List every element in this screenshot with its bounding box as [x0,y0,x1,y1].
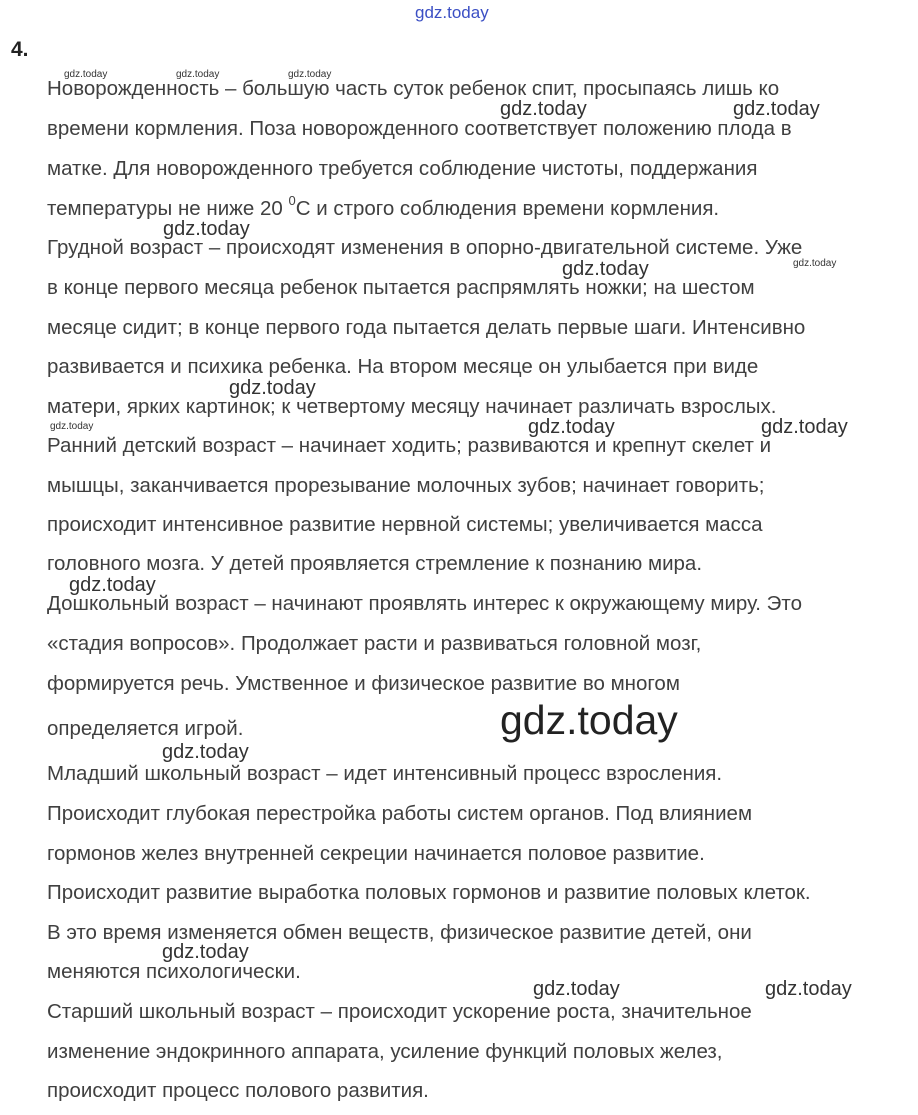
text-line: Младший школьный возраст – идет интенсивный процесс взросления. [47,762,723,785]
watermark: gdz.today [733,98,820,120]
watermark: gdz.today [793,258,837,269]
text-line: развивается и психика ребенка. На втором месяце он улыбается при виде [47,355,759,378]
text-line-temperature [47,193,720,221]
text-line: месяце сидит; в конце первого года пытается делать первые шаги. Интенсивно [47,316,806,339]
task-number: 4. [11,38,29,61]
text-line: Происходит развитие выработка половых гормонов и развитие половых клеток. [47,881,811,904]
watermark: gdz.today [533,978,620,1000]
text-line: Происходит глубокая перестройка работы систем органов. Под влиянием [47,802,753,825]
text-line: времени кормления. Поза новорожденного соответствует положению плода в [47,117,792,140]
text-line: Дошкольный возраст – начинают проявлять интерес к окружающему миру. Это [47,592,802,615]
text-line-part: С и строго соблюдения времени кормления. [295,197,720,220]
watermark-large: gdz.today [500,697,678,743]
watermark-top: gdz.today [415,3,489,22]
watermark: gdz.today [69,574,156,596]
text-line: В это время изменяется обмен веществ, физическое развитие детей, они [47,921,752,944]
watermark: gdz.today [288,69,332,80]
watermark: gdz.today [162,941,249,963]
text-line: матери, ярких картинок; к четвертому месяцу начинает различать взрослых. [47,395,777,418]
text-line: Новорожденность – большую часть суток ребенок спит, просыпаясь лишь ко [47,77,780,100]
text-line: в конце первого месяца ребенок пытается распрямлять ножки; на шестом [47,276,755,299]
degree-superscript: 0 [288,193,296,209]
text-line: происходит интенсивное развитие нервной системы; увеличивается масса [47,513,763,536]
text-line: гормонов желез внутренней секреции начинается половое развитие. [47,842,705,865]
text-line: головного мозга. У детей проявляется стремление к познанию мира. [47,552,703,575]
watermark: gdz.today [500,98,587,120]
text-line: происходит процесс полового развития. [47,1079,429,1102]
watermark: gdz.today [528,416,615,438]
watermark: gdz.today [765,978,852,1000]
watermark: gdz.today [64,69,108,80]
text-line: «стадия вопросов». Продолжает расти и развиваться головной мозг, [47,632,702,655]
watermark: gdz.today [761,416,848,438]
text-line: формируется речь. Умственное и физическое развитие во многом [47,672,680,695]
watermark: gdz.today [162,741,249,763]
watermark: gdz.today [562,258,649,280]
text-line: меняются психологически. [47,960,301,983]
text-line: мышцы, заканчивается прорезывание молочных зубов; начинает говорить; [47,474,765,497]
text-line: Старший школьный возраст – происходит ускорение роста, значительное [47,1000,752,1023]
text-line: Грудной возраст – происходят изменения в опорно-двигательной системе. Уже [47,236,803,259]
text-line-part: температуры не ниже 20 [47,197,289,220]
text-line: изменение эндокринного аппарата, усиление функций половых желез, [47,1040,723,1063]
watermark: gdz.today [163,218,250,240]
text-line: Ранний детский возраст – начинает ходить; развиваются и крепнут скелет и [47,434,772,457]
text-line: матке. Для новорожденного требуется соблюдение чистоты, поддержания [47,157,758,180]
text-line: определяется игрой. [47,717,244,740]
watermark: gdz.today [176,69,220,80]
watermark: gdz.today [229,377,316,399]
watermark: gdz.today [50,421,94,432]
